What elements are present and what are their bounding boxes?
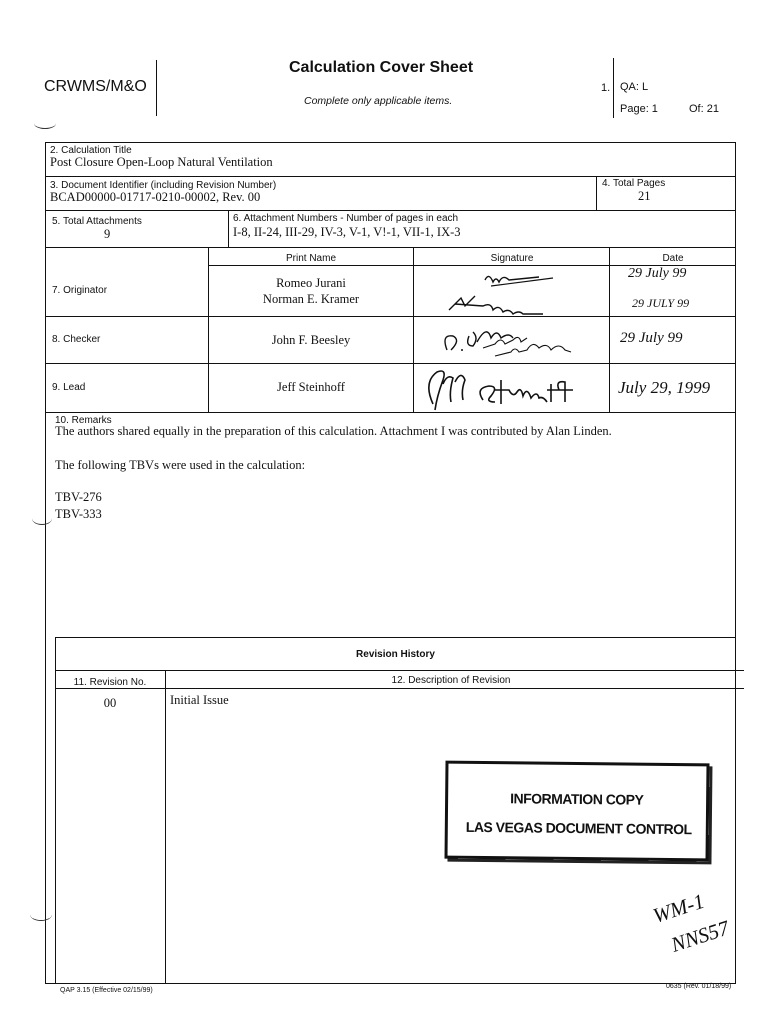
revision-number-value: 00 xyxy=(103,696,117,710)
total-attachments-label: 5. Total Attachments xyxy=(52,216,142,227)
originator-date-1: 29 July 99 xyxy=(628,266,687,281)
lead-name: Jeff Steinhoff xyxy=(277,380,345,394)
total-pages-value: 21 xyxy=(638,189,651,203)
page-total: Of: 21 xyxy=(689,103,719,115)
revision-no-header: 11. Revision No. xyxy=(73,677,147,688)
page-title: Calculation Cover Sheet xyxy=(289,59,474,76)
rule-revision-left xyxy=(55,637,56,984)
doc-id-value: BCAD00000-01717-0210-00002, Rev. 00 xyxy=(50,190,261,204)
lead-label: 9. Lead xyxy=(52,382,86,393)
handwritten-note-line-1: WM-1 xyxy=(650,888,708,928)
rule-after-attachments xyxy=(45,247,736,248)
attachment-numbers-value: I-8, II-24, III-29, IV-3, V-1, V!-1, VII-1, IX-3 xyxy=(233,225,461,239)
checker-signature xyxy=(415,318,609,364)
rule-after-doc-id xyxy=(45,210,736,211)
revision-history-heading: Revision History xyxy=(356,649,435,660)
page-subtitle: Complete only applicable items. xyxy=(304,95,453,107)
rule-after-originator xyxy=(45,316,736,317)
rule-revision-top xyxy=(55,637,736,638)
footer-form-code-left: QAP 3.15 (Effective 02/15/99) xyxy=(60,987,153,994)
margin-tick-mark xyxy=(34,118,56,129)
stamp-line-1: INFORMATION COPY xyxy=(510,790,644,808)
rule-col-date xyxy=(609,247,610,412)
rule-after-title xyxy=(45,176,736,177)
checker-label: 8. Checker xyxy=(52,334,101,345)
remarks-line-1: The authors shared equally in the preparation of this calculation. Attachment I was contributed by Alan Linden. xyxy=(55,424,612,438)
lead-date: July 29, 1999 xyxy=(618,378,711,397)
remarks-line-2: The following TBVs were used in the calculation: xyxy=(55,458,306,472)
remarks-tbv-2: TBV-333 xyxy=(55,507,102,521)
information-copy-stamp xyxy=(444,761,709,862)
revision-description-value: Initial Issue xyxy=(170,693,229,707)
org-name: CRWMS/M&O xyxy=(44,78,147,95)
revision-desc-header: 12. Description of Revision xyxy=(391,675,511,686)
originator-signature xyxy=(415,266,609,316)
col-header-date: Date xyxy=(662,253,684,264)
qa-level: QA: L xyxy=(620,81,649,93)
originator-date-2: 29 JULY 99 xyxy=(632,296,690,310)
calc-title-value: Post Closure Open-Loop Natural Ventilation xyxy=(50,155,273,169)
attachment-numbers-label: 6. Attachment Numbers - Number of pages in each xyxy=(233,213,459,224)
header-divider-right xyxy=(613,58,614,118)
header-divider-left xyxy=(156,60,157,116)
total-pages-label: 4. Total Pages xyxy=(602,178,666,189)
col-header-print-name: Print Name xyxy=(285,253,336,264)
rule-pages-left xyxy=(596,176,597,210)
remarks-label: 10. Remarks xyxy=(55,415,112,426)
total-attachments-value: 9 xyxy=(104,227,111,241)
col-header-signature: Signature xyxy=(490,253,534,264)
margin-tick-mark xyxy=(32,512,52,525)
calc-title-label: 2. Calculation Title xyxy=(50,145,132,156)
margin-tick-mark xyxy=(30,908,52,921)
rule-revision-col-divider xyxy=(165,670,166,984)
remarks-tbv-1: TBV-276 xyxy=(55,490,102,504)
rule-after-lead xyxy=(45,412,736,413)
handwritten-note-line-2: NNS57 xyxy=(668,915,733,957)
checker-name: John F. Beesley xyxy=(271,333,351,347)
originator-name-1: Romeo Jurani xyxy=(276,276,346,290)
doc-id-label: 3. Document Identifier (including Revision Number) xyxy=(50,180,277,191)
checker-date: 29 July 99 xyxy=(620,330,683,346)
rule-revision-heading xyxy=(55,670,744,671)
footer-form-code-right: 0635 (Rev. 01/18/99) xyxy=(666,983,732,990)
originator-name-2: Norman E. Kramer xyxy=(262,292,360,306)
rule-attach-left xyxy=(228,210,229,247)
originator-label: 7. Originator xyxy=(52,285,108,296)
rule-after-checker xyxy=(45,363,736,364)
lead-signature xyxy=(415,364,609,414)
rule-revision-columns xyxy=(55,688,744,689)
qa-item-number: 1. xyxy=(601,82,611,94)
page-number: Page: 1 xyxy=(620,103,658,115)
stamp-line-2: LAS VEGAS DOCUMENT CONTROL xyxy=(465,818,692,838)
